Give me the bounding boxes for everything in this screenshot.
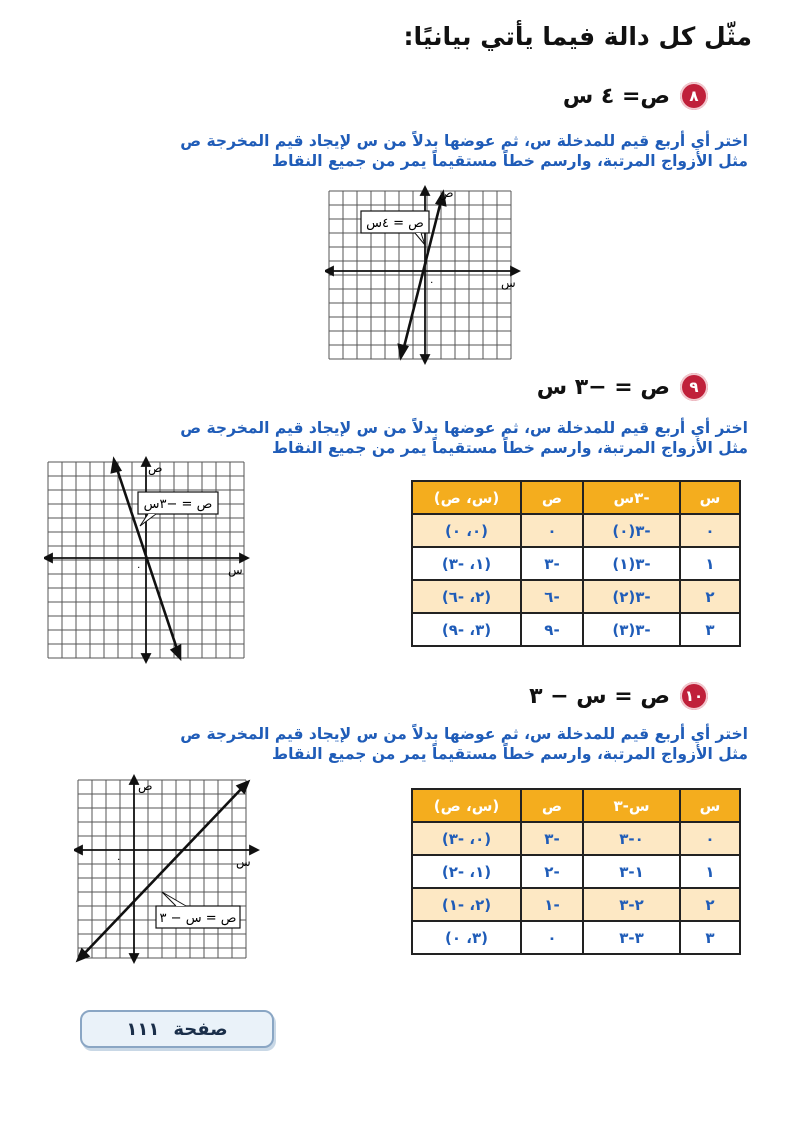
values-table-problem-9 [411, 480, 741, 647]
axis-label-x: س [236, 855, 251, 869]
graph-equation-label: ص = ٤س [366, 216, 424, 231]
instruction-line-2: مثل الأزواج المرتبة، وارسم خطاً مستقيماً يمر من جميع النقاط [272, 439, 748, 457]
table-row: ١ -٣(١) -٣ (١، -٣) [412, 547, 740, 580]
problem-8-header [563, 82, 708, 110]
problem-equation: ص = −٣ س [536, 374, 670, 400]
table-header-row: س -٣س ص (س، ص) [412, 481, 740, 514]
instruction-line-1: اختر أي أربع قيم للمدخلة س، ثم عوضها بدلاً من س لإيجاد قيم المخرجة ص [180, 725, 748, 743]
table-row: ٠ ٠-٣ -٣ (٠، -٣) [412, 822, 740, 855]
graph-problem-10 [74, 774, 260, 964]
axis-label-x: س [501, 276, 516, 290]
axis-label-x: س [228, 563, 243, 577]
table-row: ٣ ٣-٣ ٠ (٣، ٠) [412, 921, 740, 954]
problem-number-badge: ٨ [680, 82, 708, 110]
values-table-problem-10 [411, 788, 741, 955]
origin-label: ٠ [116, 854, 122, 865]
problem-number-badge: ٩ [680, 373, 708, 401]
axis-label-y: ص [148, 461, 163, 475]
origin-label: ٠ [429, 277, 435, 288]
graph-problem-8 [325, 185, 521, 365]
page-word: صفحة [173, 1018, 228, 1040]
problem-equation: ص= ٤ س [562, 83, 670, 109]
problem-9-header [537, 373, 708, 401]
table-row: ١ ١-٣ -٢ (١، -٢) [412, 855, 740, 888]
instruction-line-1: اختر أي أربع قيم للمدخلة س، ثم عوضها بدلاً من س لإيجاد قيم المخرجة ص [180, 419, 748, 437]
origin-label: ٠ [136, 562, 142, 573]
instruction-line-1: اختر أي أربع قيم للمدخلة س، ثم عوضها بدلاً من س لإيجاد قيم المخرجة ص [180, 132, 748, 150]
axis-label-y: ص [439, 186, 454, 200]
instruction-line-2: مثل الأزواج المرتبة، وارسم خطاً مستقيماً يمر من جميع النقاط [272, 745, 748, 763]
table-row: ٢ ٢-٣ -١ (٢، -١) [412, 888, 740, 921]
table-header-row: س س-٣ ص (س، ص) [412, 789, 740, 822]
axis-label-y: ص [138, 779, 153, 793]
table-row: ٠ -٣(٠) ٠ (٠، ٠) [412, 514, 740, 547]
problem-number-badge: ١٠ [680, 682, 708, 710]
graph-problem-9 [44, 456, 250, 664]
graph-equation-label: ص = س − ٣ [159, 911, 237, 926]
problem-equation: ص = س − ٣ [529, 683, 670, 709]
problem-10-header [529, 682, 708, 710]
table-row: ٢ -٣(٢) -٦ (٢، -٦) [412, 580, 740, 613]
graph-equation-label: ص = −٣س [143, 497, 213, 512]
page-number-label [80, 1010, 274, 1048]
page-title: مثّل كل دالة فيما يأتي بيانيًا: [403, 22, 752, 51]
page-number: ١١١ [126, 1018, 160, 1040]
table-row: ٣ -٣(٣) -٩ (٣، -٩) [412, 613, 740, 646]
instruction-line-2: مثل الأزواج المرتبة، وارسم خطاً مستقيماً يمر من جميع النقاط [272, 152, 748, 170]
